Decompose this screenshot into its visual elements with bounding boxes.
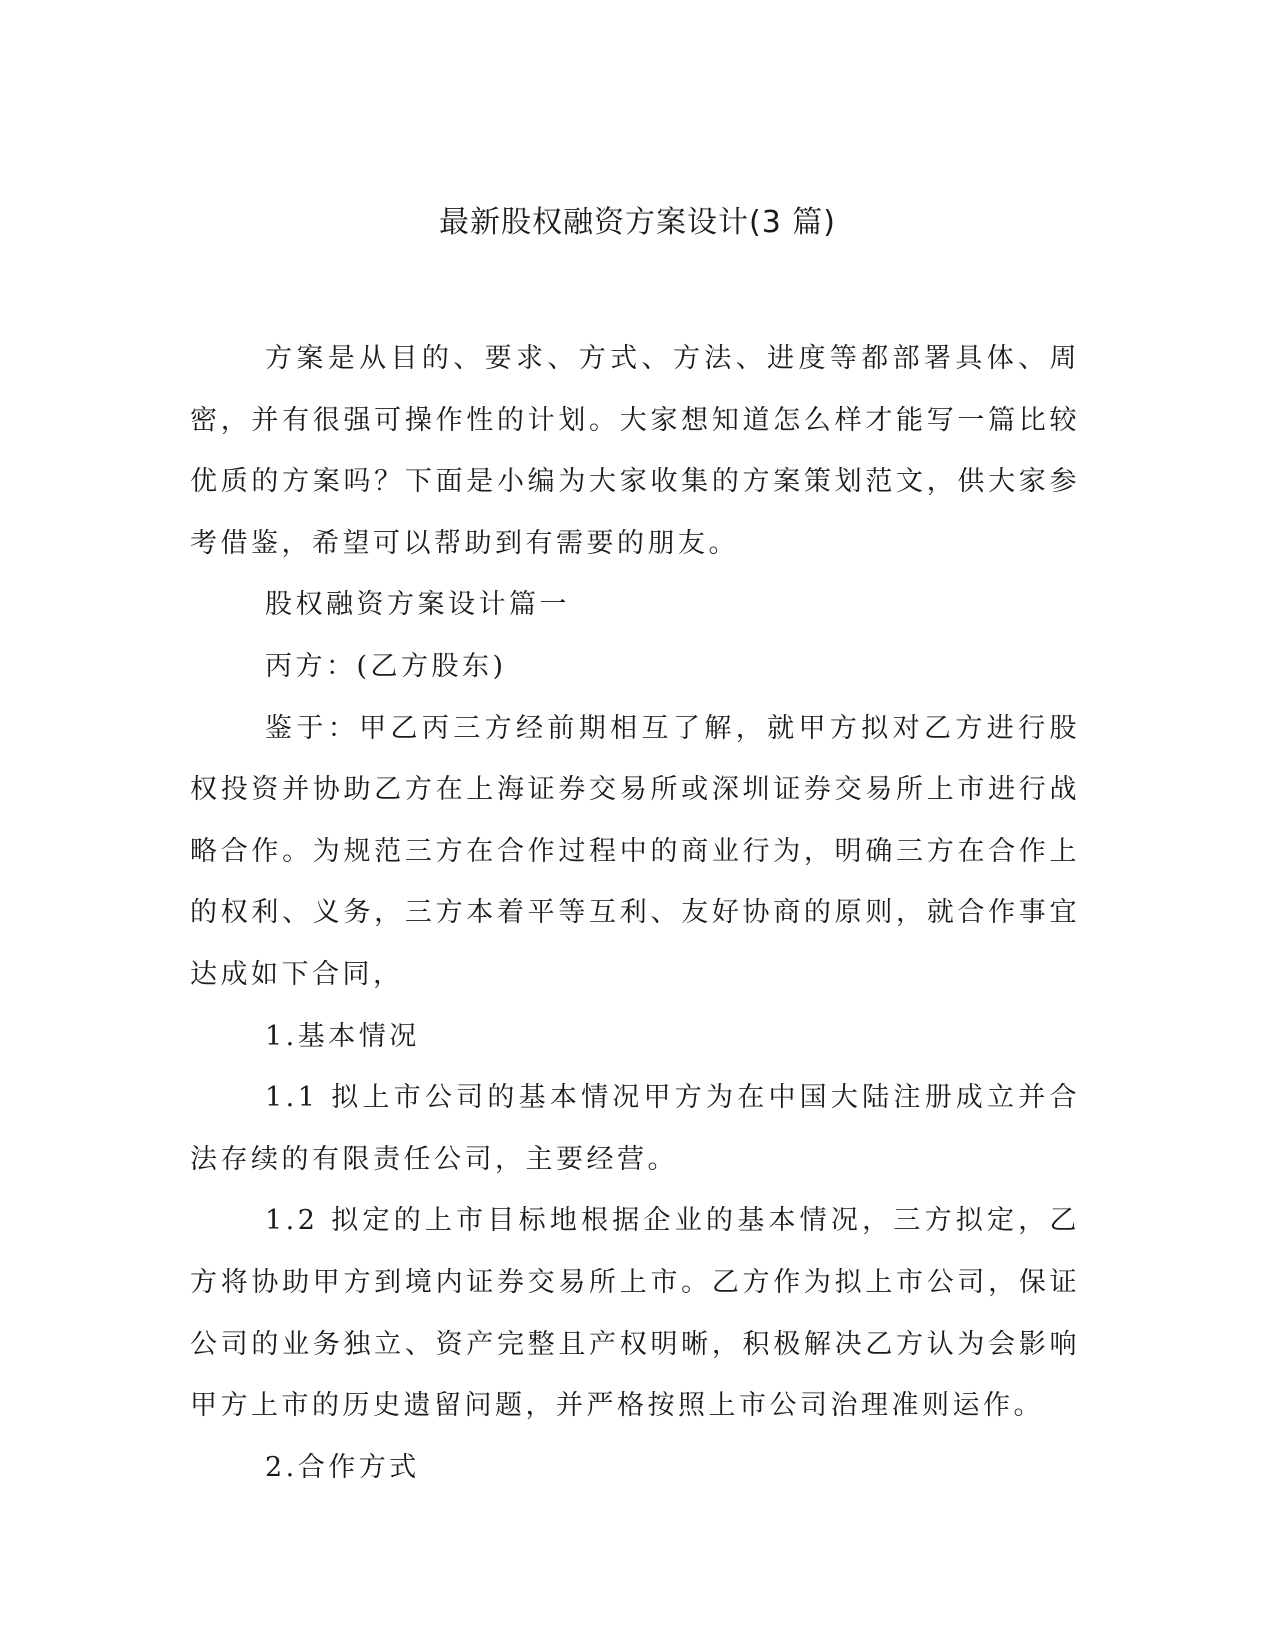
document-title: 最新股权融资方案设计(3 篇) — [438, 205, 837, 240]
clause-1-heading: 1.基本情况 — [265, 1020, 420, 1052]
clause-1-1-paragraph: 1.1 拟上市公司的基本情况甲方为在中国大陆注册成立并合法存续的有限责任公司，主要经营。 — [190, 1082, 1080, 1175]
section-heading-part-one: 股权融资方案设计篇一 — [265, 589, 570, 621]
clause-2-heading: 2.合作方式 — [265, 1451, 420, 1483]
clause-1-2-paragraph: 1.2 拟定的上市目标地根据企业的基本情况，三方拟定，乙方将协助甲方到境内证券交易所上市。乙方作为拟上市公司，保证公司的业务独立、资产完整且产权明晰，积极解决乙方认为会影响甲方上市的历史遗留问题，并严格按照上市公司治理准则运作。 — [190, 1205, 1080, 1422]
intro-paragraph: 方案是从目的、要求、方式、方法、进度等都部署具体、周密，并有很强可操作性的计划。大家想知道怎么样才能写一篇比较优质的方案吗？下面是小编为大家收集的方案策划范文，供大家参考借鉴，希望可以帮助到有需要的朋友。 — [190, 343, 1080, 559]
whereas-paragraph: 鉴于：甲乙丙三方经前期相互了解，就甲方拟对乙方进行股权投资并协助乙方在上海证券交易所或深圳证券交易所上市进行战略合作。为规范三方在合作过程中的商业行为，明确三方在合作上的权利、义务，三方本着平等互利、友好协商的原则，就合作事宜达成如下合同， — [190, 712, 1080, 990]
party-c-line: 丙方：(乙方股东) — [265, 650, 507, 682]
document-body — [190, 328, 1080, 1498]
